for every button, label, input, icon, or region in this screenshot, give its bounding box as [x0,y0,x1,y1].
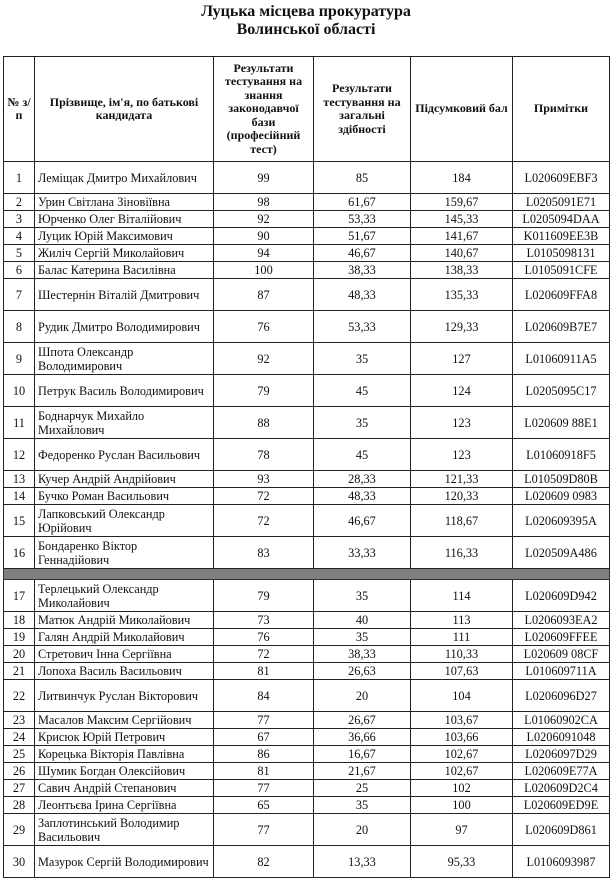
candidate-name: Матюк Андрій Миколайович [35,612,214,629]
note-code: L0206097D29 [513,746,610,763]
candidate-name: Терлецький Олександр Миколайович [35,580,214,612]
separator-row [4,569,610,580]
law-test-score: 72 [214,488,314,505]
note-code: L0105091CFE [513,262,610,279]
table-row [4,780,610,797]
candidate-name: Шумик Богдан Олексійович [35,763,214,780]
candidate-name: Юрченко Олег Віталійович [35,211,214,228]
total-score: 124 [411,375,513,407]
general-test-score: 35 [314,407,411,439]
table-row [4,846,610,878]
total-score: 129,33 [411,311,513,343]
general-test-score: 53,33 [314,311,411,343]
header-row [4,57,610,162]
row-number: 20 [4,646,35,663]
row-number: 29 [4,814,35,846]
row-number: 3 [4,211,35,228]
note-code: L020609B7E7 [513,311,610,343]
table-row [4,471,610,488]
row-number: 14 [4,488,35,505]
row-number: 5 [4,245,35,262]
table-row [4,407,610,439]
general-test-score: 35 [314,797,411,814]
note-code: L01060918F5 [513,439,610,471]
candidate-name: Корецька Вікторія Павлівна [35,746,214,763]
table-row [4,712,610,729]
general-test-score: 16,67 [314,746,411,763]
row-number: 21 [4,663,35,680]
row-number: 22 [4,680,35,712]
general-test-score: 35 [314,580,411,612]
law-test-score: 76 [214,311,314,343]
candidate-name: Мазурок Сергій Володимирович [35,846,214,878]
header-num: № з/п [4,57,35,162]
total-score: 95,33 [411,846,513,878]
general-test-score: 45 [314,375,411,407]
table-row [4,211,610,228]
note-code: L0106093987 [513,846,610,878]
candidate-name: Лопоха Василь Васильович [35,663,214,680]
law-test-score: 92 [214,343,314,375]
candidate-name: Жиліч Сергій Миколайович [35,245,214,262]
table-row [4,194,610,211]
title-line-1: Луцька місцева прокуратура [201,3,411,20]
document-title [0,0,612,39]
candidate-name: Луцик Юрій Максимович [35,228,214,245]
total-score: 141,67 [411,228,513,245]
general-test-score: 28,33 [314,471,411,488]
header-name: Прізвище, ім'я, по батькові кандидата [35,57,214,162]
note-code: L020609D861 [513,814,610,846]
candidate-name: Кучер Андрій Андрійович [35,471,214,488]
candidate-name: Рудик Дмитро Володимирович [35,311,214,343]
row-number: 6 [4,262,35,279]
table-row [4,245,610,262]
law-test-score: 87 [214,279,314,311]
total-score: 123 [411,439,513,471]
note-code: L0206093EA2 [513,612,610,629]
note-code: L0205091E71 [513,194,610,211]
law-test-score: 65 [214,797,314,814]
candidate-name: Шестернін Віталій Дмитрович [35,279,214,311]
row-number: 26 [4,763,35,780]
table-row [4,612,610,629]
row-number: 7 [4,279,35,311]
total-score: 116,33 [411,537,513,569]
candidate-name: Петрук Василь Володимирович [35,375,214,407]
note-code: K011609EE3B [513,228,610,245]
general-test-score: 45 [314,439,411,471]
law-test-score: 76 [214,629,314,646]
candidate-name: Савич Андрій Степанович [35,780,214,797]
row-number: 2 [4,194,35,211]
general-test-score: 20 [314,680,411,712]
total-score: 102 [411,780,513,797]
general-test-score: 36,66 [314,729,411,746]
row-number: 16 [4,537,35,569]
general-test-score: 53,33 [314,211,411,228]
general-test-score: 33,33 [314,537,411,569]
note-code: L020609E77A [513,763,610,780]
candidate-name: Галян Андрій Миколайович [35,629,214,646]
note-code: L020609 88E1 [513,407,610,439]
table-row [4,646,610,663]
row-number: 17 [4,580,35,612]
row-number: 10 [4,375,35,407]
table-row [4,537,610,569]
law-test-score: 72 [214,505,314,537]
law-test-score: 93 [214,471,314,488]
law-test-score: 98 [214,194,314,211]
row-number: 30 [4,846,35,878]
note-code: L01060911A5 [513,343,610,375]
note-code: L01060902CA [513,712,610,729]
total-score: 138,33 [411,262,513,279]
row-number: 8 [4,311,35,343]
total-score: 103,67 [411,712,513,729]
general-test-score: 13,33 [314,846,411,878]
law-test-score: 81 [214,763,314,780]
law-test-score: 90 [214,228,314,245]
total-score: 110,33 [411,646,513,663]
table-row [4,279,610,311]
general-test-score: 48,33 [314,279,411,311]
table-row [4,729,610,746]
row-number: 23 [4,712,35,729]
law-test-score: 94 [214,245,314,262]
law-test-score: 67 [214,729,314,746]
total-score: 140,67 [411,245,513,262]
law-test-score: 72 [214,646,314,663]
candidate-name: Балас Катерина Василівна [35,262,214,279]
title-line-2: Волинської області [236,21,376,38]
candidate-name: Масалов Максим Сергійович [35,712,214,729]
general-test-score: 35 [314,629,411,646]
total-score: 104 [411,680,513,712]
total-score: 111 [411,629,513,646]
law-test-score: 77 [214,780,314,797]
general-test-score: 25 [314,780,411,797]
table-row [4,580,610,612]
row-number: 12 [4,439,35,471]
candidate-name: Шпота Олександр Володимирович [35,343,214,375]
note-code: L0205095C17 [513,375,610,407]
table-row [4,439,610,471]
row-number: 18 [4,612,35,629]
row-number: 11 [4,407,35,439]
general-test-score: 35 [314,343,411,375]
candidate-name: Бучко Роман Васильович [35,488,214,505]
header-general-test: Результати тестування на загальні здібності [314,57,411,162]
row-number: 4 [4,228,35,245]
row-number: 27 [4,780,35,797]
row-number: 9 [4,343,35,375]
row-number: 25 [4,746,35,763]
law-test-score: 79 [214,375,314,407]
note-code: L0205094DAA [513,211,610,228]
total-score: 145,33 [411,211,513,228]
total-score: 114 [411,580,513,612]
candidate-name: Литвинчук Руслан Вікторович [35,680,214,712]
general-test-score: 26,63 [314,663,411,680]
note-code: L020609D942 [513,580,610,612]
candidate-name: Леонтьєва Ірина Сергіївна [35,797,214,814]
note-code: L020609 08CF [513,646,610,663]
general-test-score: 38,33 [314,262,411,279]
table-row [4,629,610,646]
total-score: 97 [411,814,513,846]
note-code: L020609ED9E [513,797,610,814]
general-test-score: 48,33 [314,488,411,505]
total-score: 135,33 [411,279,513,311]
general-test-score: 40 [314,612,411,629]
note-code: L020609D2C4 [513,780,610,797]
note-code: L020609FFEE [513,629,610,646]
note-code: L0206091048 [513,729,610,746]
table-row [4,797,610,814]
table-row [4,814,610,846]
candidate-name: Боднарчук Михайло Михайлович [35,407,214,439]
candidate-name: Крисюк Юрій Петрович [35,729,214,746]
table-row [4,746,610,763]
table-row [4,262,610,279]
table-row [4,311,610,343]
results-table [3,56,610,878]
total-score: 107,63 [411,663,513,680]
total-score: 159,67 [411,194,513,211]
candidate-name: Леміщак Дмитро Михайлович [35,162,214,194]
law-test-score: 77 [214,814,314,846]
general-test-score: 38,33 [314,646,411,663]
note-code: L020609EBF3 [513,162,610,194]
header-total: Підсумковий бал [411,57,513,162]
total-score: 120,33 [411,488,513,505]
note-code: L010509D80B [513,471,610,488]
total-score: 102,67 [411,746,513,763]
total-score: 100 [411,797,513,814]
law-test-score: 79 [214,580,314,612]
row-number: 13 [4,471,35,488]
candidate-name: Федоренко Руслан Васильович [35,439,214,471]
table-row [4,505,610,537]
general-test-score: 51,67 [314,228,411,245]
note-code: L0206096D27 [513,680,610,712]
law-test-score: 73 [214,612,314,629]
candidate-name: Стретович Інна Сергіївна [35,646,214,663]
general-test-score: 21,67 [314,763,411,780]
general-test-score: 46,67 [314,505,411,537]
row-number: 24 [4,729,35,746]
law-test-score: 81 [214,663,314,680]
law-test-score: 99 [214,162,314,194]
law-test-score: 77 [214,712,314,729]
law-test-score: 78 [214,439,314,471]
total-score: 184 [411,162,513,194]
total-score: 102,67 [411,763,513,780]
table-row [4,162,610,194]
separator-bar [4,569,610,580]
note-code: L020609FFA8 [513,279,610,311]
table-row [4,343,610,375]
total-score: 121,33 [411,471,513,488]
law-test-score: 84 [214,680,314,712]
note-code: L020609395A [513,505,610,537]
total-score: 118,67 [411,505,513,537]
row-number: 19 [4,629,35,646]
row-number: 1 [4,162,35,194]
law-test-score: 100 [214,262,314,279]
law-test-score: 88 [214,407,314,439]
table-row [4,680,610,712]
candidate-name: Бондаренко Віктор Геннадійович [35,537,214,569]
table-row [4,663,610,680]
header-law-test: Результати тестування на знання законодавчої бази (професійний тест) [214,57,314,162]
law-test-score: 92 [214,211,314,228]
total-score: 113 [411,612,513,629]
law-test-score: 86 [214,746,314,763]
total-score: 103,66 [411,729,513,746]
law-test-score: 82 [214,846,314,878]
general-test-score: 20 [314,814,411,846]
row-number: 15 [4,505,35,537]
table-row [4,228,610,245]
general-test-score: 26,67 [314,712,411,729]
general-test-score: 61,67 [314,194,411,211]
table-row [4,488,610,505]
note-code: L020609 0983 [513,488,610,505]
note-code: L0105098131 [513,245,610,262]
general-test-score: 46,67 [314,245,411,262]
law-test-score: 83 [214,537,314,569]
note-code: L020509A486 [513,537,610,569]
total-score: 123 [411,407,513,439]
total-score: 127 [411,343,513,375]
note-code: L010609711A [513,663,610,680]
table-row [4,763,610,780]
candidate-name: Заплотинський Володимир Васильович [35,814,214,846]
general-test-score: 85 [314,162,411,194]
header-notes: Примітки [513,57,610,162]
table-row [4,375,610,407]
candidate-name: Лапковський Олександр Юрійович [35,505,214,537]
candidate-name: Урин Світлана Зіновіївна [35,194,214,211]
row-number: 28 [4,797,35,814]
